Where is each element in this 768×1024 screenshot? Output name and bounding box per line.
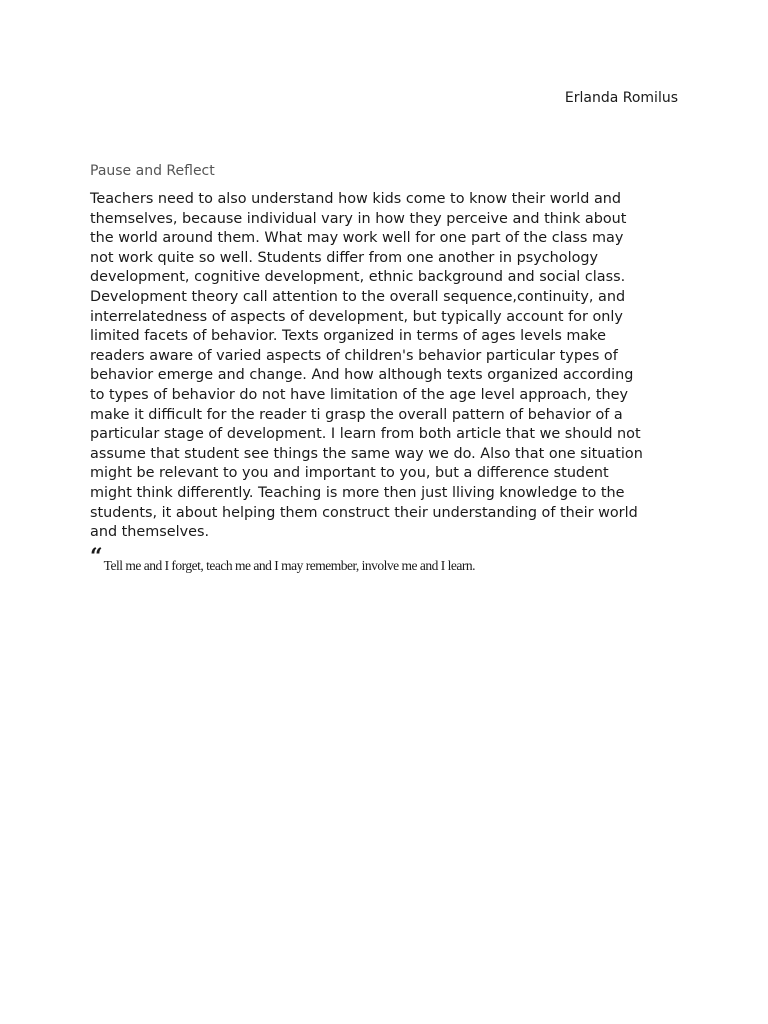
paragraph-line: Teachers need to also understand how kids come to know their world and xyxy=(90,191,622,207)
paragraph-line: the world around them. What may work well for one part of the class may xyxy=(90,230,624,247)
paragraph-line: not work quite so well. Students differ from one another in psychology xyxy=(90,249,599,266)
paragraph-line: students, it about helping them construct their understanding of their world xyxy=(90,504,638,521)
author-name: Erlanda Romilus xyxy=(564,90,678,106)
paragraph-line: might be relevant to you and important to you, but a difference student xyxy=(90,465,609,482)
paragraph-line: Development theory call attention to the overall sequence,continuity, and xyxy=(90,288,626,305)
paragraph-line: make it difficult for the reader ti grasp the overall pattern of behavior of a xyxy=(90,406,623,423)
body-paragraph xyxy=(90,190,686,543)
paragraph-line: particular stage of development. I learn from both article that we should not xyxy=(90,426,641,443)
quote-text: Tell me and I forget, teach me and I may remember, involve me and I learn. xyxy=(103,558,476,573)
paragraph-line: limited facets of behavior. Texts organized in terms of ages levels make xyxy=(90,328,606,345)
paragraph-line: assume that student see things the same way we do. Also that one situation xyxy=(90,445,643,462)
open-quote-mark: “ xyxy=(90,544,103,570)
paragraph-line: and themselves. xyxy=(90,524,210,541)
paragraph-line: behavior emerge and change. And how although texts organized according xyxy=(90,367,634,384)
paragraph-line: to types of behavior do not have limitation of the age level approach, they xyxy=(90,386,629,403)
paragraph-line: might think differently. Teaching is more then just lliving knowledge to the xyxy=(90,484,625,501)
paragraph-line: themselves, because individual vary in how they perceive and think about xyxy=(90,210,627,227)
paragraph-line: readers aware of varied aspects of children's behavior particular types of xyxy=(90,347,618,364)
section-heading: Pause and Reflect xyxy=(90,163,215,179)
paragraph-line: interrelatedness of aspects of development, but typically account for only xyxy=(90,308,623,325)
quote-block xyxy=(90,546,475,575)
paragraph-line: development, cognitive development, ethnic background and social class. xyxy=(90,269,626,286)
